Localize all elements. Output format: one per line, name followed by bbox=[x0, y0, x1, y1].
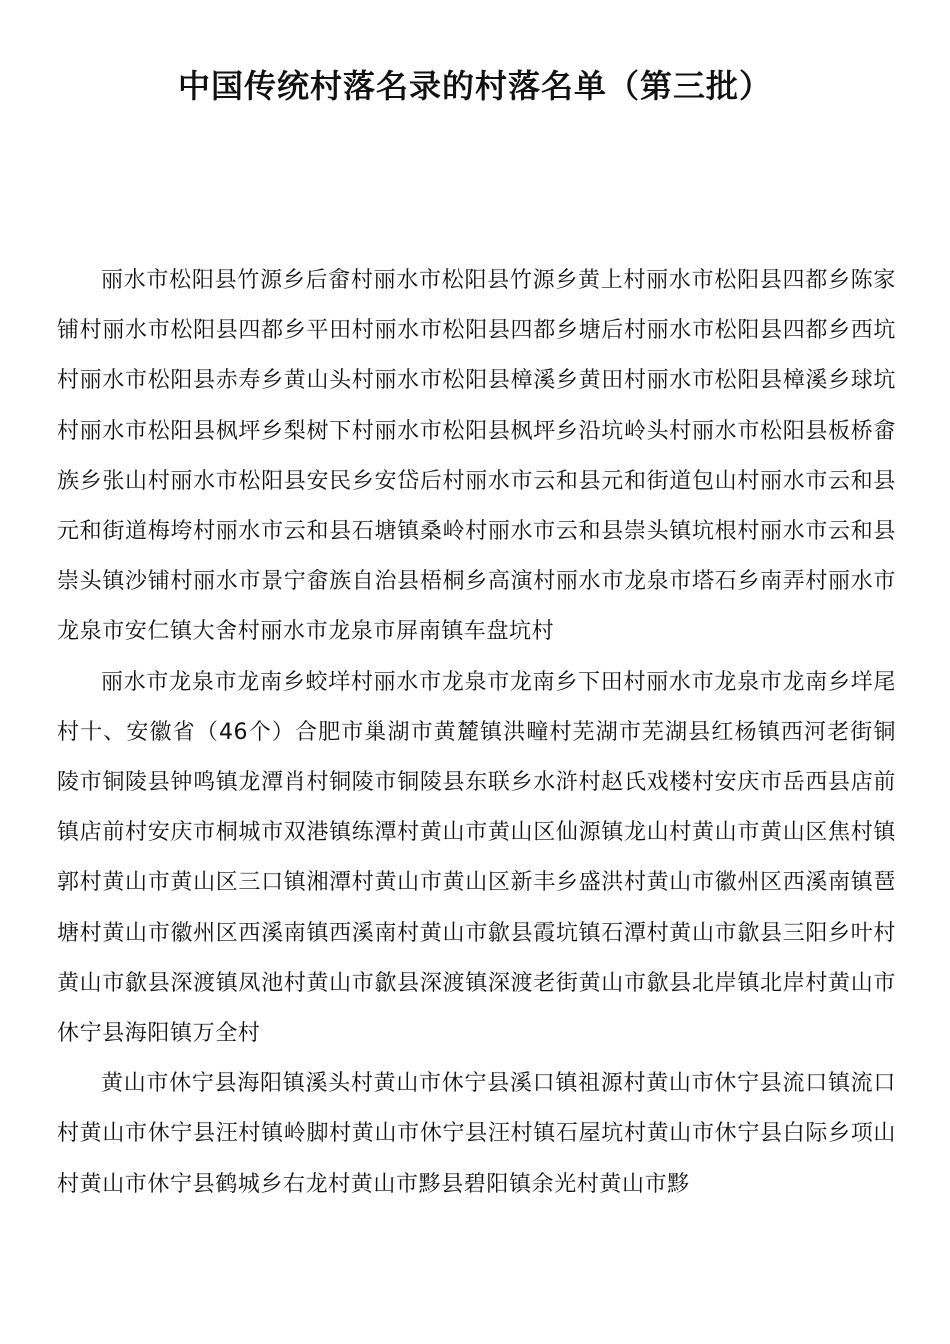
document-title: 中国传统村落名录的村落名单（第三批） bbox=[177, 67, 772, 105]
document-body bbox=[57, 256, 896, 1210]
paragraph-1: 丽水市松阳县竹源乡后畲村丽水市松阳县竹源乡黄上村丽水市松阳县四都乡陈家铺村丽水市松阳县四都乡平田村丽水市松阳县四都乡塘后村丽水市松阳县四都乡西坑村丽水市松阳县赤寿乡黄山头村丽水市松阳县樟溪乡黄田村丽水市松阳县樟溪乡球坑村丽水市松阳县枫坪乡梨树下村丽水市松阳县枫坪乡沿坑岭头村丽水市松阳县板桥畲族乡张山村丽水市松阳县安民乡安岱后村丽水市云和县元和街道包山村丽水市云和县元和街道梅垮村丽水市云和县石塘镇桑岭村丽水市云和县崇头镇坑根村丽水市云和县崇头镇沙铺村丽水市景宁畲族自治县梧桐乡高演村丽水市龙泉市塔石乡南弄村丽水市龙泉市安仁镇大舍村丽水市龙泉市屏南镇车盘坑村 bbox=[57, 268, 896, 645]
paragraph-3: 黄山市休宁县海阳镇溪头村黄山市休宁县溪口镇祖源村黄山市休宁县流口镇流口村黄山市休宁县汪村镇岭脚村黄山市休宁县汪村镇石屋坑村黄山市休宁县白际乡项山村黄山市休宁县鹤城乡右龙村黄山市黟县碧阳镇余光村黄山市黟 bbox=[57, 1071, 896, 1197]
paragraph-2: 丽水市龙泉市龙南乡蛟垟村丽水市龙泉市龙南乡下田村丽水市龙泉市龙南乡垟尾村十、安徽省（46个）合肥市巢湖市黄麓镇洪疃村芜湖市芜湖县红杨镇西河老街铜陵市铜陵县钟鸣镇龙潭肖村铜陵市铜陵县东联乡水浒村赵氏戏楼村安庆市岳西县店前镇店前村安庆市桐城市双港镇练潭村黄山市黄山区仙源镇龙山村黄山市黄山区焦村镇郭村黄山市黄山区三口镇湘潭村黄山市黄山区新丰乡盛洪村黄山市徽州区西溪南镇琶塘村黄山市徽州区西溪南镇西溪南村黄山市歙县霞坑镇石潭村黄山市歙县三阳乡叶村黄山市歙县深渡镇凤池村黄山市歙县深渡镇深渡老街黄山市歙县北岸镇北岸村黄山市休宁县海阳镇万全村 bbox=[57, 669, 896, 1047]
